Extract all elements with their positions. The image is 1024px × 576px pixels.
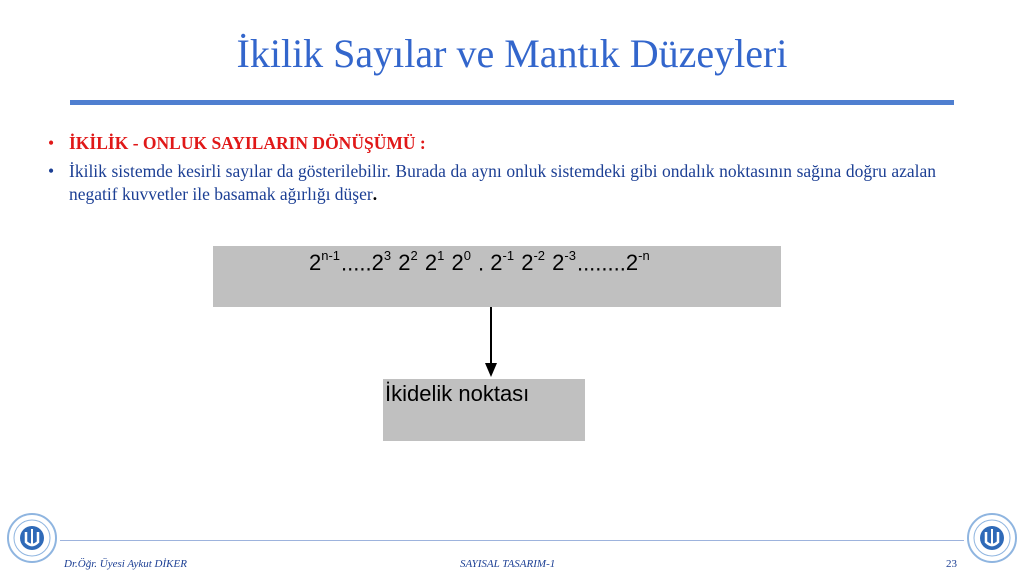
binary-point-label: İkidelik noktası <box>385 381 530 406</box>
bullet-dot: • <box>48 161 55 181</box>
arrow-line <box>490 307 492 365</box>
bullet-text-end: r <box>366 184 373 204</box>
university-seal-icon <box>966 512 1018 564</box>
title-underline <box>70 100 954 105</box>
power-term: $2^1$ <box>424 248 445 276</box>
bullet-text: İkilik sistemde kesirli sayılar da gösterilebilir. Burada da aynı onluk sistemdeki gibi ondalık noktasının sağına doğru azalan negatif kuvvetler ile basamak ağırlığı düşe <box>69 161 936 204</box>
bullet-text-period: . <box>372 184 378 204</box>
binary-point: . <box>471 250 491 276</box>
power-term: $2^{-1}$ <box>490 248 515 276</box>
footer-author: Dr.Öğr. Üyesi Aykut DİKER <box>64 558 187 570</box>
power-sequence <box>309 250 651 276</box>
power-separator: ........ <box>576 250 626 276</box>
footer-course: SAYISAL TASARIM-1 <box>460 558 556 570</box>
bullet-text: İKİLİK - ONLUK SAYILARIN DÖNÜŞÜMÜ : <box>69 133 426 153</box>
bullet-item-description <box>48 160 936 206</box>
binary-point-label-box <box>383 379 585 441</box>
power-term: $2^2$ <box>398 248 418 276</box>
bullet-item-heading <box>48 132 936 155</box>
footer-divider <box>60 540 964 541</box>
power-term: 2$^{n-1}$ <box>309 248 341 276</box>
page-number: 23 <box>946 558 957 570</box>
bullet-list <box>48 132 936 211</box>
power-separator: ..... <box>341 250 372 276</box>
bullet-dot: • <box>48 133 55 153</box>
power-term: $2^3$ <box>371 248 392 276</box>
arrow-down-icon <box>485 363 497 377</box>
powers-box <box>213 246 781 307</box>
power-term: $2^{-2}$ <box>521 248 546 276</box>
university-seal-icon <box>6 512 58 564</box>
slide-title: İkilik Sayılar ve Mantık Düzeyleri <box>236 31 788 76</box>
power-term: $2^{-n}$ <box>625 248 650 276</box>
power-term: $2^0$ <box>451 248 471 276</box>
power-term: $2^{-3}$ <box>552 248 576 276</box>
